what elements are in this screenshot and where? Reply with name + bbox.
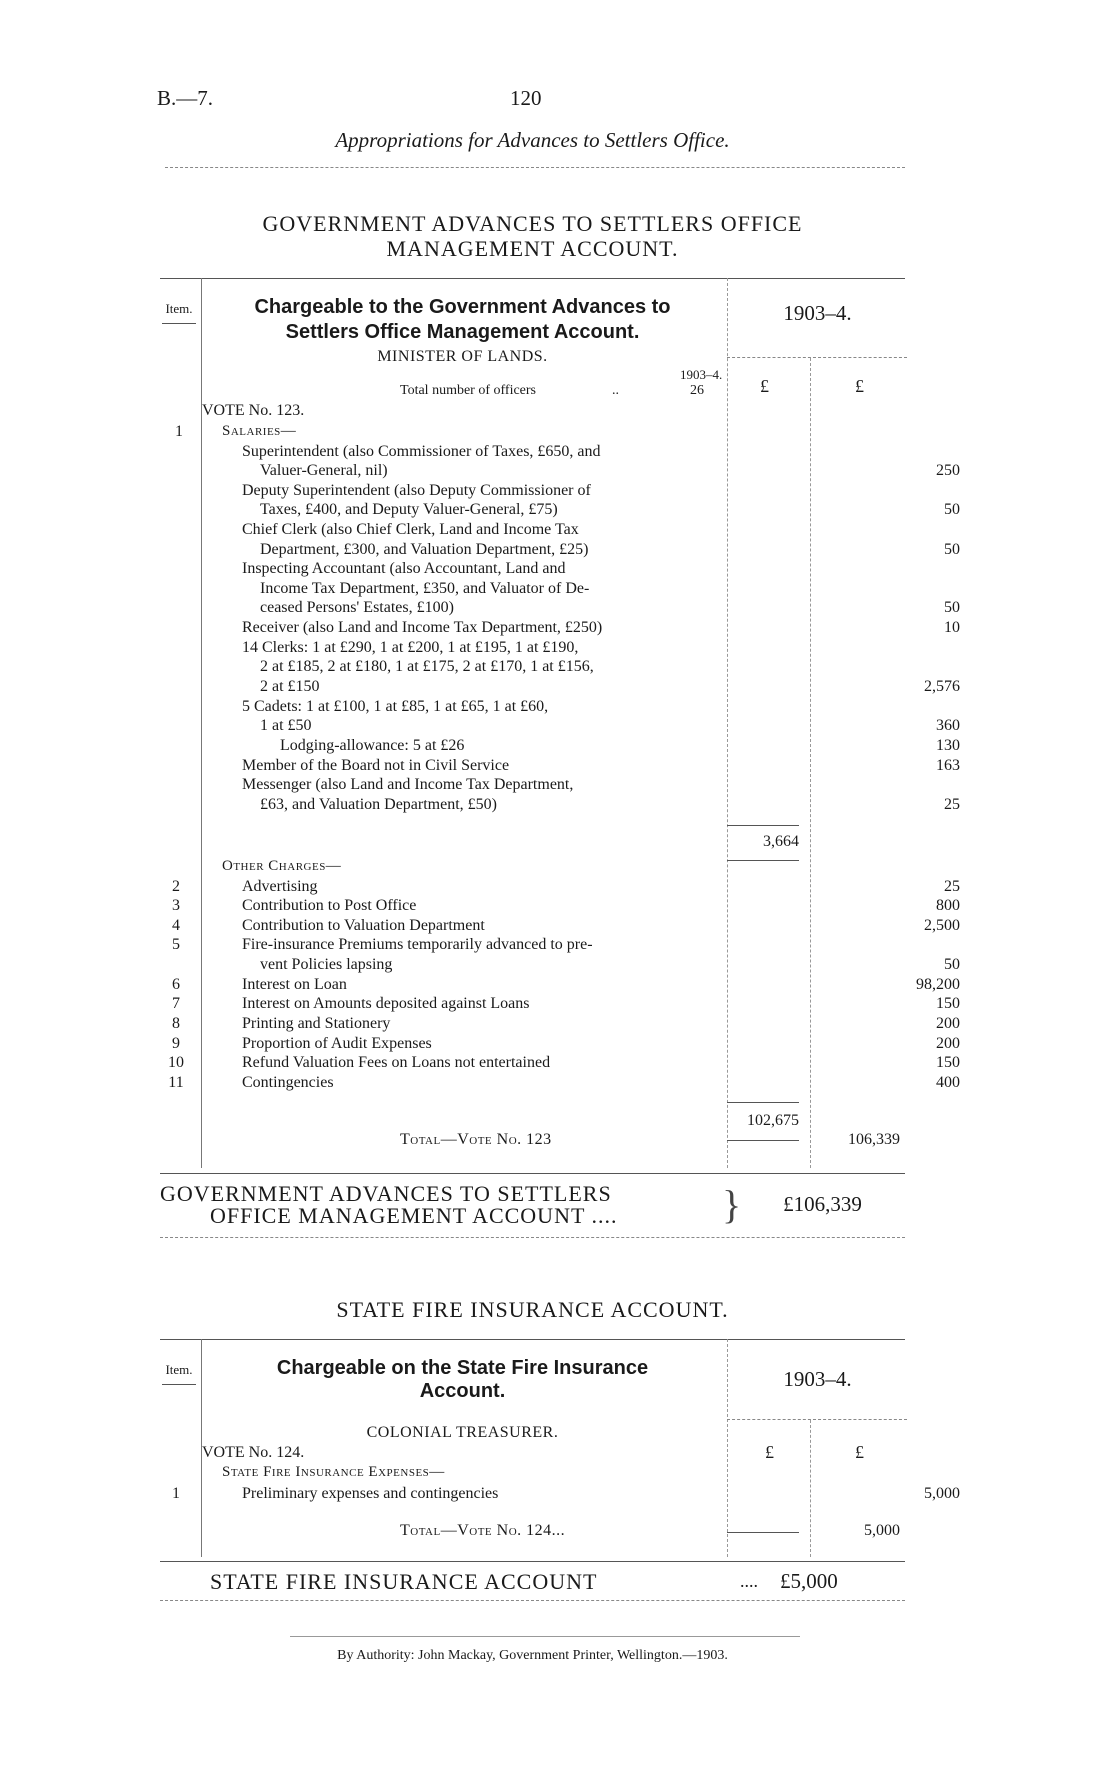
table-row (160, 481, 905, 500)
table-row (160, 775, 905, 794)
salary-text: Income Tax Department, £350, and Valuator of De- (260, 580, 590, 597)
salaries-subtotal: 3,664 (763, 833, 799, 850)
year-header: 1903–4. (783, 1367, 852, 1391)
salary-text: Valuer-General, nil) (260, 462, 388, 479)
charge-amount: 2,500 (924, 917, 960, 934)
table-top-rule (160, 1339, 905, 1340)
salary-text: Chief Clerk (also Chief Clerk, Land and Income Tax (242, 521, 579, 538)
header-rule (727, 1419, 907, 1420)
salary-text: 2 at £185, 2 at £180, 1 at £175, 2 at £170, 1 at £156, (260, 658, 594, 675)
summary-title-line1: GOVERNMENT ADVANCES TO SETTLERS (160, 1181, 612, 1206)
item-number: 1 (175, 423, 183, 440)
table-row (160, 598, 960, 617)
item-number: 3 (172, 897, 180, 914)
footer-rule (290, 1636, 800, 1637)
chargeable-heading-line2: Settlers Office Management Account. (285, 321, 640, 343)
chargeable-heading-line1: Chargeable on the State Fire Insurance (276, 1357, 649, 1379)
table-row (160, 1034, 960, 1053)
charge-text: vent Policies lapsing (260, 956, 393, 973)
other-charges-heading: Other Charges— (222, 858, 342, 874)
year-header: 1903–4. (783, 301, 852, 325)
pound-header: £ (765, 1442, 774, 1462)
table-row (160, 657, 905, 676)
pound-header: £ (760, 376, 769, 396)
other-charges-subtotal: 102,675 (747, 1112, 799, 1129)
officers-dots: .. (612, 383, 619, 398)
table-row (160, 935, 905, 954)
salary-amount: 250 (936, 462, 960, 479)
item-number: 2 (172, 878, 180, 895)
charge-text: Printing and Stationery (242, 1015, 391, 1032)
item-number: 7 (172, 995, 180, 1012)
salary-amount: 50 (944, 599, 960, 616)
salary-amount: 25 (944, 796, 960, 813)
charge-text: Fire-insurance Premiums temporarily advanced to pre- (242, 936, 593, 953)
charge-amount: 200 (936, 1035, 960, 1052)
document-reference: B.—7. (157, 86, 214, 110)
item-number: 4 (172, 917, 180, 934)
subtotal-rule (727, 860, 799, 861)
charge-text: Contingencies (242, 1074, 334, 1091)
charge-text: Contribution to Post Office (242, 897, 417, 914)
table-row (160, 994, 960, 1013)
charge-text: Contribution to Valuation Department (242, 917, 485, 934)
pound-header: £ (855, 376, 864, 396)
chargeable-heading-line2: Account. (419, 1380, 506, 1402)
item-number: 10 (168, 1054, 184, 1071)
salary-text: 14 Clerks: 1 at £290, 1 at £200, 1 at £195, 1 at £190, (242, 639, 579, 656)
divider (160, 1600, 905, 1601)
divider (165, 167, 905, 168)
charge-text: Interest on Amounts deposited against Loans (242, 995, 530, 1012)
divider (160, 1237, 905, 1238)
table-row (160, 795, 960, 814)
item-column-header: Item. (165, 301, 193, 316)
item-number: 11 (168, 1074, 184, 1091)
charge-amount: 25 (944, 878, 960, 895)
vote-total-label: Total—Vote No. 124... (400, 1522, 566, 1539)
officers-year: 1903–4. (680, 367, 723, 382)
table-row (160, 756, 960, 775)
page-subtitle: Appropriations for Advances to Settlers Office. (335, 128, 730, 152)
table-row (160, 461, 960, 480)
table-row (160, 1053, 960, 1072)
salary-text: Member of the Board not in Civil Service (242, 757, 510, 774)
section-title-line1: GOVERNMENT ADVANCES TO SETTLERS OFFICE (262, 211, 803, 236)
brace-icon: } (722, 1182, 742, 1227)
vote-total-label: Total—Vote No. 123 (400, 1131, 552, 1148)
table-top-rule (160, 278, 905, 279)
column-divider (727, 1339, 728, 1557)
charge-amount: 98,200 (916, 976, 960, 993)
footer-authority: By Authority: John Mackay, Government Printer, Wellington.—1903. (337, 1648, 728, 1663)
salary-text: Receiver (also Land and Income Tax Department, £250) (242, 619, 603, 636)
subtotal-rule (727, 825, 799, 826)
item-number: 8 (172, 1015, 180, 1032)
table-row (160, 955, 960, 974)
table-bottom-rule (160, 1561, 905, 1562)
table-row (160, 736, 960, 755)
minister-heading: COLONIAL TREASURER. (366, 1424, 559, 1441)
salary-amount: 163 (936, 757, 960, 774)
subtotal-rule (727, 1140, 799, 1141)
salary-text: £63, and Valuation Department, £50) (260, 796, 497, 813)
salary-amount: 50 (944, 541, 960, 558)
expense-amount: 5,000 (924, 1485, 960, 1502)
expenses-heading: State Fire Insurance Expenses— (222, 1464, 445, 1480)
salary-text: Deputy Superintendent (also Deputy Commissioner of (242, 482, 591, 499)
salary-text: Messenger (also Land and Income Tax Department, (242, 776, 574, 793)
summary-dots: .... (740, 1571, 758, 1591)
salary-text: Taxes, £400, and Deputy Valuer-General, £75) (260, 501, 558, 518)
item-number: 5 (172, 936, 180, 953)
vote-number: VOTE No. 124. (202, 1444, 305, 1461)
salary-amount: 360 (936, 717, 960, 734)
item-number: 1 (172, 1485, 180, 1502)
page-number: 120 (510, 86, 542, 110)
table-row (160, 697, 905, 716)
table-row (160, 716, 960, 735)
section-title: STATE FIRE INSURANCE ACCOUNT. (336, 1297, 729, 1322)
charge-text: Refund Valuation Fees on Loans not entertained (242, 1054, 551, 1071)
table-bottom-rule (160, 1173, 905, 1174)
salary-text: 2 at £150 (260, 678, 320, 695)
subtotal-rule (727, 1532, 799, 1533)
charge-text: Interest on Loan (242, 976, 347, 993)
salary-amount: 2,576 (924, 678, 960, 695)
item-header-rule (162, 1384, 196, 1385)
salary-text: Superintendent (also Commissioner of Taxes, £650, and (242, 443, 601, 460)
table-row (160, 677, 960, 696)
item-number: 9 (172, 1035, 180, 1052)
salary-text: Lodging-allowance: 5 at £26 (280, 737, 465, 754)
salary-text: 1 at £50 (260, 717, 312, 734)
officers-count: 26 (690, 383, 704, 398)
charge-text: Proportion of Audit Expenses (242, 1035, 432, 1052)
table-row (160, 520, 905, 539)
summary-amount: £106,339 (783, 1192, 862, 1216)
table-row (160, 638, 905, 657)
item-column-header: Item. (165, 1362, 193, 1377)
table-row (160, 559, 905, 578)
summary-title-line2: OFFICE MANAGEMENT ACCOUNT .... (210, 1203, 618, 1228)
subtotal-rule (727, 1102, 799, 1103)
charge-amount: 50 (944, 956, 960, 973)
charge-amount: 800 (936, 897, 960, 914)
summary-title: STATE FIRE INSURANCE ACCOUNT (210, 1569, 598, 1594)
table-row (160, 579, 905, 598)
expense-text: Preliminary expenses and contingencies (242, 1485, 499, 1502)
table-row (160, 618, 960, 637)
vote-total-amount: 5,000 (864, 1522, 900, 1539)
item-header-rule (162, 323, 196, 324)
table-row (160, 1073, 960, 1092)
charge-amount: 400 (936, 1074, 960, 1091)
table-row (160, 442, 905, 461)
table-row (160, 916, 960, 935)
item-number: 6 (172, 976, 180, 993)
salary-amount: 10 (944, 619, 960, 636)
salary-text: 5 Cadets: 1 at £100, 1 at £85, 1 at £65, 1 at £60, (242, 698, 549, 715)
salary-text: Inspecting Accountant (also Accountant, Land and (242, 560, 566, 577)
minister-heading: MINISTER OF LANDS. (377, 348, 548, 365)
table-row (160, 1484, 960, 1503)
summary-amount: £5,000 (780, 1569, 838, 1593)
officers-label: Total number of officers (400, 383, 536, 398)
chargeable-heading-line1: Chargeable to the Government Advances to (254, 296, 671, 318)
table-row (160, 500, 960, 519)
table-row (160, 975, 960, 994)
table-row (160, 896, 960, 915)
vote-total-amount: 106,339 (848, 1131, 900, 1148)
pound-header: £ (855, 1442, 864, 1462)
charge-text: Advertising (242, 878, 318, 895)
salary-text: ceased Persons' Estates, £100) (260, 599, 454, 616)
salary-amount: 130 (936, 737, 960, 754)
table-row (160, 540, 960, 559)
table-row (160, 877, 960, 896)
salaries-heading: Salaries— (222, 423, 297, 439)
header-rule (727, 357, 907, 358)
charge-amount: 150 (936, 995, 960, 1012)
vote-number: VOTE No. 123. (202, 402, 305, 419)
charge-amount: 200 (936, 1015, 960, 1032)
charge-amount: 150 (936, 1054, 960, 1071)
salary-text: Department, £300, and Valuation Department, £25) (260, 541, 589, 558)
salary-amount: 50 (944, 501, 960, 518)
table-row (160, 1014, 960, 1033)
section-title-line2: MANAGEMENT ACCOUNT. (386, 236, 679, 261)
